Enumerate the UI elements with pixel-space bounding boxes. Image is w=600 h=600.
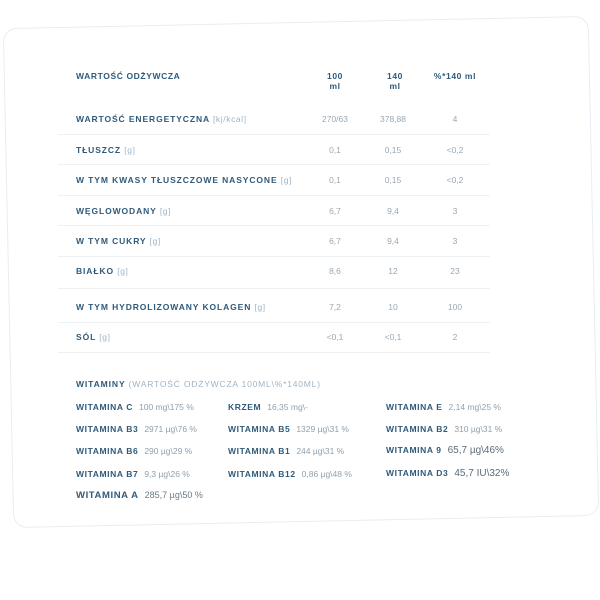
vitamin-value: 45,7 IU\32% bbox=[454, 468, 510, 479]
vitamin-name: WITAMINA B7 bbox=[76, 469, 139, 479]
vitamin-item bbox=[76, 469, 190, 479]
value-140ml: 12 bbox=[388, 266, 398, 276]
nutrient-unit: [kj/kcal] bbox=[212, 114, 247, 124]
vitamin-item bbox=[76, 402, 194, 412]
vitamin-name: WITAMINA B3 bbox=[76, 424, 139, 434]
nutrient-unit: [g] bbox=[280, 175, 293, 185]
value-100ml: 270/63 bbox=[322, 114, 348, 124]
nutrient-name: BIAŁKO bbox=[76, 266, 114, 276]
value-percent: 3 bbox=[452, 236, 458, 246]
vitamins-heading: WITAMINY bbox=[76, 379, 126, 389]
vitamin-item bbox=[386, 424, 502, 434]
value-percent: 3 bbox=[452, 206, 458, 216]
vitamin-value: 310 µg\31 % bbox=[454, 424, 503, 434]
value-140ml: <0,1 bbox=[384, 332, 402, 342]
vitamin-value: 0,86 µg\48 % bbox=[301, 469, 352, 479]
nutrient-unit: [g] bbox=[124, 145, 136, 155]
row-label bbox=[76, 302, 266, 312]
vitamin-name: WITAMINA D3 bbox=[386, 468, 449, 478]
vitamin-item bbox=[76, 424, 197, 434]
row-label bbox=[76, 236, 161, 246]
vitamin-name: WITAMINA B2 bbox=[386, 424, 449, 434]
value-140ml: 9,4 bbox=[387, 236, 399, 246]
vitamin-value: 100 mg\175 % bbox=[139, 402, 194, 412]
vitamin-name: WITAMINA B6 bbox=[76, 446, 139, 456]
nutrient-name: WĘGLOWODANY bbox=[76, 206, 157, 216]
table-row bbox=[58, 256, 490, 289]
vitamin-value: 290 µg\29 % bbox=[144, 446, 193, 456]
nutrient-unit: [g] bbox=[159, 206, 172, 216]
nutrient-name: W TYM CUKRY bbox=[76, 236, 147, 246]
vitamin-item bbox=[76, 446, 192, 456]
value-100ml: <0,1 bbox=[326, 332, 344, 342]
value-percent: 100 bbox=[447, 302, 463, 312]
vitamin-value: 2971 µg\76 % bbox=[144, 424, 197, 434]
vitamins-title bbox=[76, 379, 321, 389]
column-header-percent: %*140 ml bbox=[433, 71, 477, 81]
table-row bbox=[58, 104, 490, 135]
table-row bbox=[58, 134, 490, 165]
value-100ml: 0,1 bbox=[329, 175, 341, 185]
table-title: WARTOŚĆ ODŻYWCZA bbox=[76, 71, 181, 81]
value-percent: 2 bbox=[452, 332, 458, 342]
table-row bbox=[58, 288, 490, 323]
vitamin-value: 285,7 µg\50 % bbox=[144, 490, 203, 500]
value-percent: <0,2 bbox=[446, 175, 464, 185]
vitamin-name: WITAMINA B5 bbox=[228, 424, 291, 434]
value-100ml: 6,7 bbox=[329, 236, 341, 246]
nutrient-unit: [g] bbox=[149, 236, 161, 246]
vitamin-item bbox=[228, 469, 352, 479]
value-140ml: 10 bbox=[388, 302, 398, 312]
value-140ml: 378,88 bbox=[380, 114, 406, 124]
table-row bbox=[58, 225, 490, 257]
value-100ml: 7,2 bbox=[329, 302, 341, 312]
vitamin-value: 2,14 mg\25 % bbox=[448, 402, 501, 412]
vitamin-value: 9,3 µg\26 % bbox=[144, 469, 190, 479]
value-140ml: 0,15 bbox=[384, 145, 402, 155]
vitamin-item bbox=[228, 402, 308, 412]
row-label bbox=[76, 145, 136, 155]
vitamin-item bbox=[386, 468, 509, 479]
vitamin-name: WITAMINA C bbox=[76, 402, 133, 412]
nutrient-name: W TYM KWASY TŁUSZCZOWE NASYCONE bbox=[76, 175, 278, 185]
vitamin-name: WITAMINA B12 bbox=[228, 469, 296, 479]
vitamin-name: WITAMINA B1 bbox=[228, 446, 291, 456]
nutrient-unit: [g] bbox=[99, 332, 111, 342]
vitamin-item bbox=[228, 446, 344, 456]
column-header-100ml: 100 ml bbox=[327, 71, 343, 91]
vitamin-name: WITAMINA E bbox=[386, 402, 443, 412]
vitamin-value: 244 µg\31 % bbox=[296, 446, 345, 456]
value-140ml: 0,15 bbox=[384, 175, 402, 185]
value-percent: 4 bbox=[452, 114, 458, 124]
nutrient-name: W TYM HYDROLIZOWANY KOLAGEN bbox=[76, 302, 252, 312]
vitamin-value: 65,7 µg\46% bbox=[447, 445, 504, 456]
nutrient-unit: [g] bbox=[254, 302, 266, 312]
vitamin-item bbox=[386, 402, 501, 412]
vitamin-item bbox=[76, 490, 203, 501]
table-row bbox=[58, 164, 490, 196]
vitamins-subtitle: (WARTOŚĆ ODŻYWCZA 100ML\%*140ML) bbox=[128, 379, 321, 389]
value-percent: <0,2 bbox=[446, 145, 464, 155]
nutrient-name: TŁUSZCZ bbox=[76, 145, 122, 155]
row-label bbox=[76, 175, 292, 185]
vitamin-value: 16,35 mg\- bbox=[267, 402, 308, 412]
nutrient-name: WARTOŚĆ ENERGETYCZNA bbox=[76, 114, 210, 124]
vitamin-name: WITAMINA 9 bbox=[386, 445, 442, 455]
column-header-140ml: 140 ml bbox=[387, 71, 403, 91]
value-140ml: 9,4 bbox=[387, 206, 399, 216]
row-label bbox=[76, 206, 171, 216]
value-percent: 23 bbox=[450, 266, 460, 276]
vitamin-item bbox=[386, 445, 504, 456]
vitamin-item bbox=[228, 424, 349, 434]
value-100ml: 8,6 bbox=[329, 266, 341, 276]
table-row bbox=[58, 322, 490, 353]
row-label bbox=[76, 332, 111, 342]
table-row bbox=[58, 195, 490, 226]
vitamin-name: WITAMINA A bbox=[76, 490, 139, 501]
nutrient-name: SÓL bbox=[76, 332, 97, 342]
value-100ml: 0,1 bbox=[329, 145, 341, 155]
nutrient-unit: [g] bbox=[117, 266, 129, 276]
value-100ml: 6,7 bbox=[329, 206, 341, 216]
vitamin-value: 1329 µg\31 % bbox=[296, 424, 349, 434]
row-label bbox=[76, 266, 129, 276]
vitamin-name: KRZEM bbox=[228, 402, 262, 412]
row-label bbox=[76, 114, 247, 124]
